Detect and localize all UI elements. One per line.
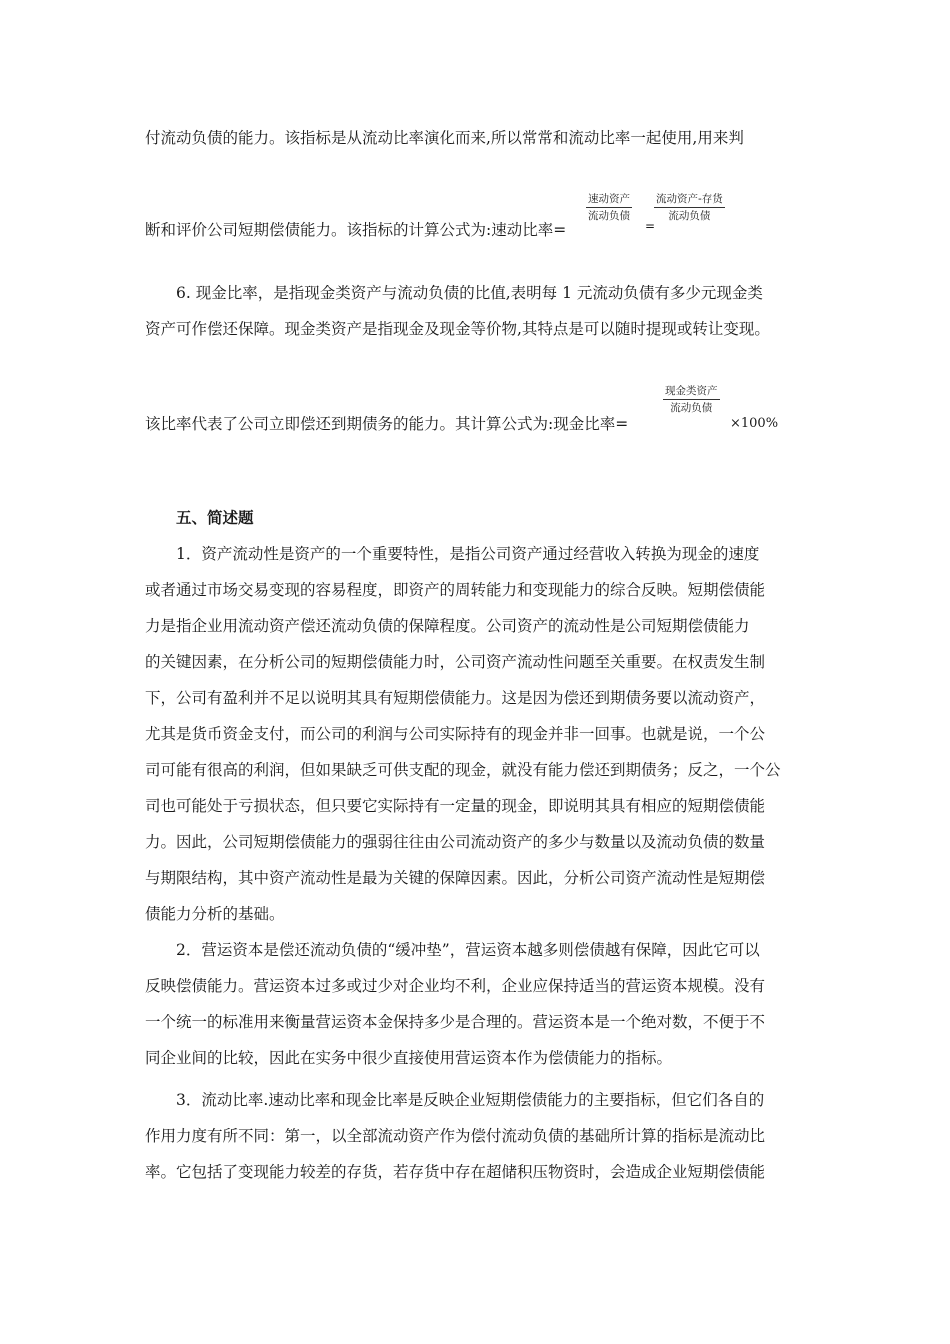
percent-suffix: ×100% <box>730 416 779 431</box>
fraction-numerator: 流动资产-存货 <box>654 193 725 208</box>
paragraph-line: 作用力度有所不同：第一，以全部流动资产作为偿付流动负债的基础所计算的指标是流动比 <box>145 1127 766 1145</box>
paragraph-line: 2．营运资本是偿还流动负债的“缓冲垫”，营运资本越多则偿债越有保障，因此它可以 <box>176 941 760 959</box>
text-line: 该比率代表了公司立即偿还到期债务的能力。其计算公式为:现金比率= <box>145 415 629 433</box>
paragraph-line: 与期限结构，其中资产流动性是最为关键的保障因素。因此，分析公司资产流动性是短期偿 <box>145 869 766 887</box>
paragraph-line: 的关键因素，在分析公司的短期偿债能力时，公司资产流动性问题至关重要。在权责发生制 <box>145 653 766 671</box>
paragraph-line: 一个统一的标准用来衡量营运资本金保持多少是合理的。营运资本是一个绝对数，不便于不 <box>145 1013 766 1031</box>
fraction-denominator: 流动负债 <box>668 210 711 222</box>
text-line: 6. 现金比率，是指现金类资产与流动负债的比值,表明每 1 元流动负债有多少元现金类 <box>176 284 763 302</box>
paragraph-line: 司也可能处于亏损状态，但只要它实际持有一定量的现金，即说明其具有相应的短期偿债能 <box>145 797 766 815</box>
paragraph-line: 力。因此，公司短期偿债能力的强弱往往由公司流动资产的多少与数量以及流动负债的数量 <box>145 833 766 851</box>
paragraph-line: 下，公司有盈利并不足以说明其具有短期偿债能力。这是因为偿还到期债务要以流动资产， <box>145 689 766 707</box>
paragraph-line: 尤其是货币资金支付，而公司的利润与公司实际持有的现金并非一回事。也就是说，一个公 <box>145 725 766 743</box>
paragraph-line: 债能力分析的基础。 <box>145 905 285 923</box>
formula-fraction-cash-ratio <box>663 385 720 415</box>
paragraph-line: 1．资产流动性是资产的一个重要特性，是指公司资产通过经营收入转换为现金的速度 <box>176 545 760 563</box>
fraction-numerator: 现金类资产 <box>663 385 720 400</box>
paragraph-line: 同企业间的比较，因此在实务中很少直接使用营运资本作为偿债能力的指标。 <box>145 1049 673 1067</box>
section-heading: 五、简述题 <box>176 508 254 527</box>
paragraph-line: 3．流动比率.速动比率和现金比率是反映企业短期偿债能力的主要指标，但它们各自的 <box>176 1091 765 1109</box>
text-line: 断和评价公司短期偿债能力。该指标的计算公式为:速动比率= <box>145 221 567 239</box>
text-line: 付流动负债的能力。该指标是从流动比率演化而来,所以常常和流动比率一起使用,用来判 <box>145 129 744 147</box>
fraction-denominator: 流动负债 <box>670 402 713 414</box>
paragraph-line: 司可能有很高的利润，但如果缺乏可供支配的现金，就没有能力偿还到期债务；反之，一个公 <box>145 761 781 779</box>
paragraph-line: 或者通过市场交易变现的容易程度，即资产的周转能力和变现能力的综合反映。短期偿债能 <box>145 581 766 599</box>
paragraph-line: 率。它包括了变现能力较差的存货，若存货中存在超储积压物资时，会造成企业短期偿债能 <box>145 1163 766 1181</box>
equals-sign: = <box>645 219 656 233</box>
paragraph-line: 力是指企业用流动资产偿还流动负债的保障程度。公司资产的流动性是公司短期偿债能力 <box>145 617 750 635</box>
paragraph-line: 反映偿债能力。营运资本过多或过少对企业均不利，企业应保持适当的营运资本规模。没有 <box>145 977 766 995</box>
fraction-denominator: 流动负债 <box>588 210 630 222</box>
fraction-numerator: 速动资产 <box>586 193 632 208</box>
formula-fraction-current-assets-minus-inventory <box>654 193 725 223</box>
text-line: 资产可作偿还保障。现金类资产是指现金及现金等价物,其特点是可以随时提现或转让变现。 <box>145 320 770 338</box>
formula-fraction-quick-assets <box>586 193 632 223</box>
